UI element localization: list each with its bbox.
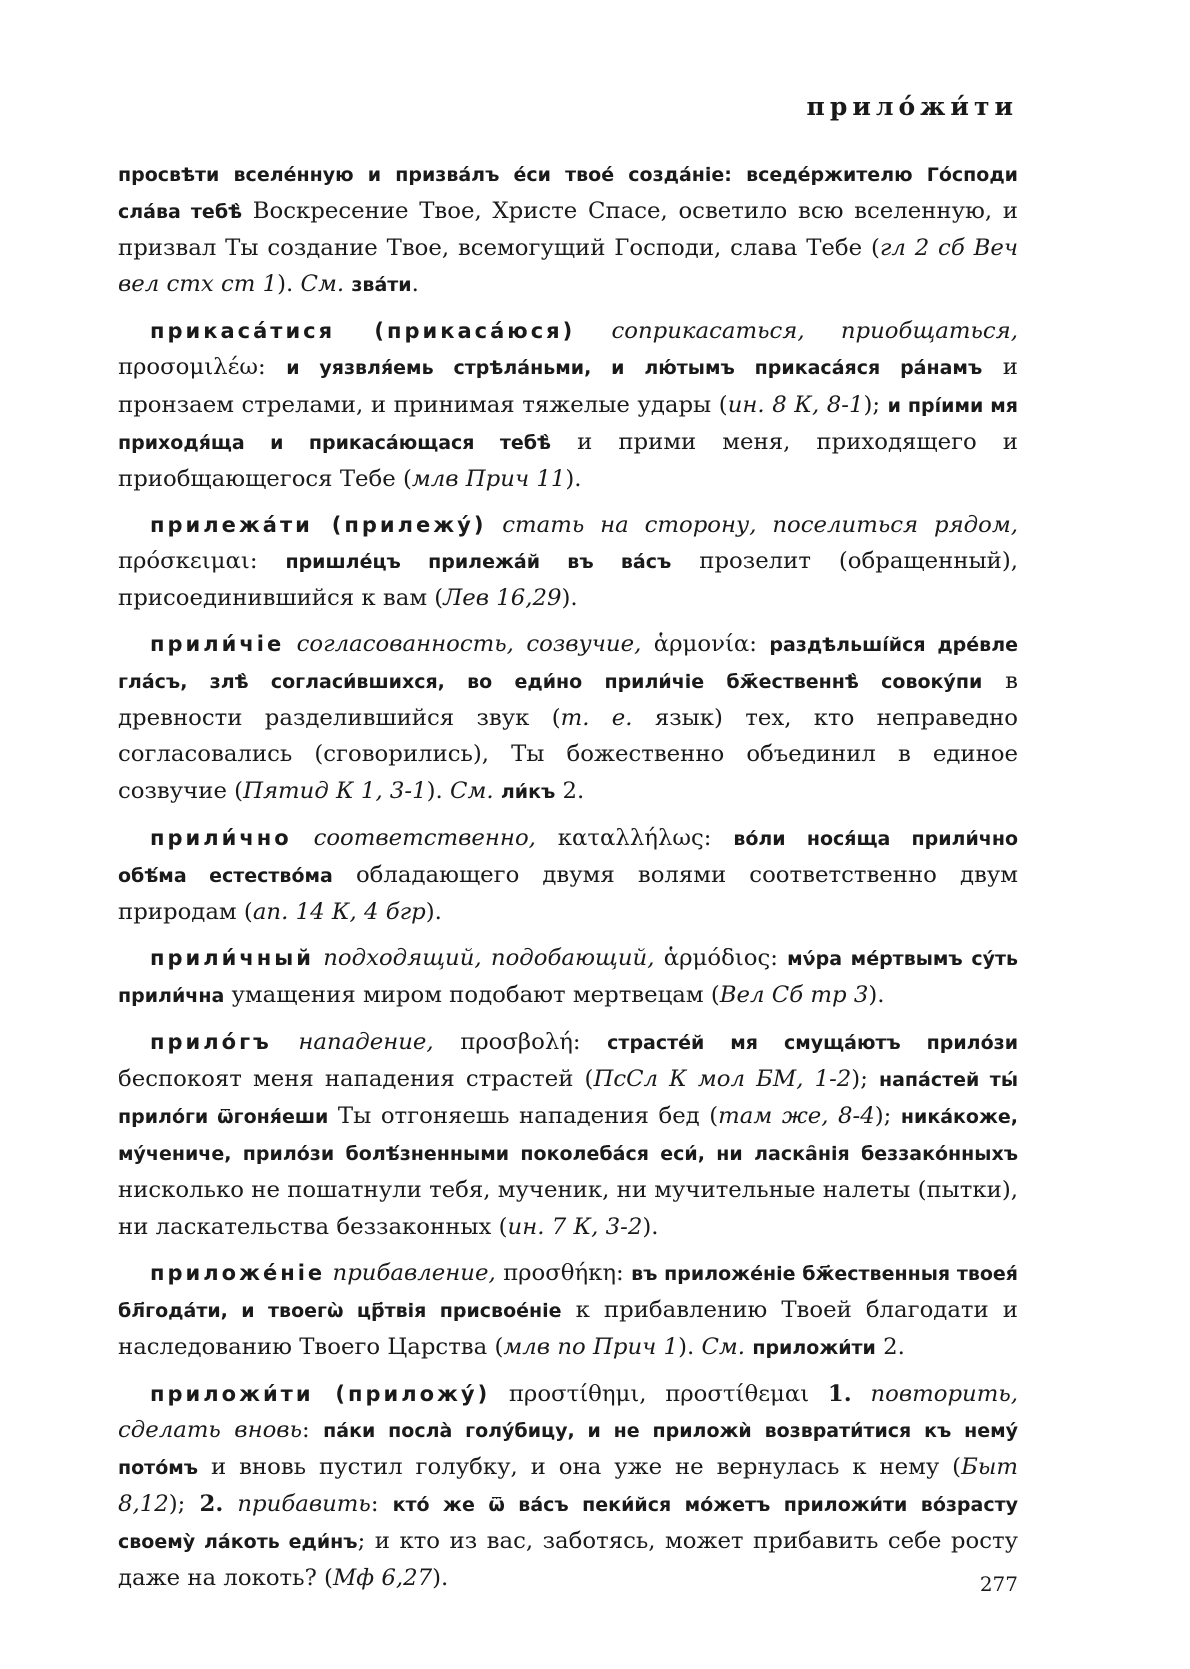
entry-text: в древности разделившийся звук ( <box>118 668 1018 732</box>
entry-text: ). <box>678 1333 702 1360</box>
entry-text <box>272 1029 299 1055</box>
headword: прило́гъ <box>150 1030 272 1055</box>
entry-text: ). <box>277 271 301 298</box>
entry-text: καταλλήλως: <box>535 824 734 851</box>
entry-text: ). <box>426 777 451 804</box>
entry-text: ἁρμόδιος: <box>654 944 788 971</box>
entry-text <box>223 1491 237 1517</box>
definition-italic: согласованность, созвучие, <box>296 631 642 658</box>
dictionary-entry <box>118 1376 1018 1597</box>
definition-italic: См. <box>300 271 345 298</box>
entry-text: ). <box>868 981 885 1008</box>
definition-italic: соприкасаться, приобщаться, <box>611 318 1018 345</box>
entry-text: προσβολή: <box>433 1029 608 1056</box>
entry-text: ). <box>565 465 582 492</box>
entry-text: и вновь пустил голубку, и она уже не вернулась к нему ( <box>198 1454 962 1481</box>
entry-text <box>494 778 501 804</box>
entry-text: ). <box>425 898 442 925</box>
definition-italic: соответственно, <box>313 824 536 851</box>
sense-number: 2. <box>199 1491 224 1518</box>
church-slavonic-quote: страсте́й мя смуща́ютъ прило́зи <box>607 1032 1019 1055</box>
entry-text: ; и кто из вас, заботясь, может прибавить себе росту даже на локоть? ( <box>118 1528 1018 1592</box>
definition-italic: Пятид К 1, 3-1 <box>243 777 427 804</box>
entry-text: прозелит (обращенный), присоединившийся к вам ( <box>118 547 1018 612</box>
church-slavonic-quote: во́ли нося́ща прили́чно обѣ́ма естество́ма <box>118 827 1019 887</box>
entry-text: προστίθημι, προστίθεμαι <box>490 1380 828 1407</box>
church-slavonic-quote: въ приложе́ніе бж҃ественныя твоея́ бл҃года́ти, и твоегѡ̀ цр҃твія присвое́ніе <box>118 1262 1019 1322</box>
church-slavonic-quote: напа́стей ты́ прило́ги ѿгоня́еши <box>118 1069 1018 1129</box>
definition-italic: т. е. <box>560 705 633 732</box>
church-slavonic-quote: и уязвля́емь стрѣла́ньми, и лю́тымъ прикаса́яся ра́намъ <box>286 357 983 380</box>
definition-italic: нападение, <box>298 1029 434 1056</box>
entry-text: ). <box>642 1213 659 1240</box>
church-slavonic-quote: мν́ра ме́ртвымъ су́ть прили́чна <box>118 947 1018 1007</box>
definition-italic: млв по Прич 1 <box>503 1333 679 1360</box>
definition-italic: См. <box>701 1333 746 1360</box>
dictionary-page <box>118 0 1018 1669</box>
definition-italic: ин. 8 К, 8-1 <box>727 391 864 418</box>
entry-text: ); <box>168 1491 200 1518</box>
definition-italic: подходящий, подобающий, <box>323 944 655 971</box>
church-slavonic-quote: приложи́ти <box>752 1336 876 1359</box>
entry-text: πρόσκειμαι: <box>118 547 286 574</box>
definition-italic: прибавление, <box>332 1259 496 1286</box>
entry-text <box>292 825 314 851</box>
page-number: 277 <box>979 1572 1018 1596</box>
entry-text: 2. <box>555 777 585 804</box>
entry-text <box>325 1260 332 1286</box>
church-slavonic-quote: зва́ти <box>351 274 412 297</box>
definition-italic: Мф 6,27 <box>332 1565 433 1592</box>
running-head: прило́жи́ти <box>806 92 1018 121</box>
dictionary-entry <box>118 820 1018 930</box>
entry-text <box>486 512 502 538</box>
entry-text: язык) тех, кто неправедно согласовались (сговорились), Ты божественно объединил в единое созвучие ( <box>118 705 1018 804</box>
headword: приложи́ти (приложу́) <box>150 1381 491 1406</box>
entry-text: обладающего двумя волями соответственно двум природам ( <box>118 861 1018 925</box>
definition-italic: Вел Сб тр 3 <box>719 981 869 1008</box>
entry-text: Воскресение Твое, Христе Спасе, осветило всю вселенную, и призвал Ты создание Твое, всемогущий Господи, слава Тебе ( <box>118 198 1019 262</box>
entry-text: ). <box>561 585 578 612</box>
headword: прили́чный <box>150 945 314 970</box>
definition-italic: там же, 8-4 <box>718 1103 875 1130</box>
entry-text: к прибавлению Твоей благодати и наследованию Твоего Царства ( <box>118 1296 1018 1360</box>
church-slavonic-quote: и прі́ими мя приходя́ща и прикаса́ющася тебѣ̀ <box>118 394 1018 454</box>
dictionary-entry <box>118 507 1018 616</box>
definition-italic: Лев 16,29 <box>443 585 562 612</box>
dictionary-entry <box>118 1255 1018 1366</box>
entry-text: нисколько не пошатнули тебя, мученик, ни мучительные налеты (пытки), ни ласкательства беззаконных ( <box>118 1177 1018 1240</box>
entry-text: 2. <box>875 1333 905 1360</box>
dictionary-entry <box>118 940 1018 1014</box>
entry-text <box>284 631 296 657</box>
entry-text: умащения миром подобают мертвецам ( <box>224 981 720 1008</box>
entry-text <box>575 318 611 344</box>
definition-italic: стать на сторону, поселиться рядом, <box>502 511 1018 538</box>
entry-text: ); <box>863 391 888 418</box>
church-slavonic-quote: просвѣти вселе́нную и призва́лъ е́си твое́ созда́ніе: вседе́ржителю Го́споди сла́ва тебѣ̀ <box>118 164 1018 224</box>
entries-body <box>118 156 1018 1606</box>
sense-number: 1. <box>827 1380 852 1407</box>
headword: прикаса́тися (прикаса́юся) <box>150 319 576 344</box>
entry-text: : <box>370 1491 393 1518</box>
entry-text: Ты отгоняешь нападения бед ( <box>328 1103 719 1130</box>
dictionary-entry <box>118 1024 1018 1245</box>
definition-italic: повторить, сделать вновь <box>118 1380 1019 1443</box>
headword: прили́чно <box>150 825 292 850</box>
entry-text: ); <box>874 1103 901 1130</box>
entry-text: и прими меня, приходящего и приобщающегося Тебе ( <box>118 428 1018 492</box>
entry-text: и пронзаем стрелами, и принимая тяжелые удары ( <box>118 354 1018 418</box>
entry-text: ). <box>432 1565 449 1592</box>
entry-text: προσθήκη: <box>495 1259 632 1286</box>
entry-text: : <box>302 1417 324 1443</box>
entry-text: προσομιλέω: <box>118 354 287 381</box>
dictionary-entry <box>118 626 1018 809</box>
entry-text: . <box>411 271 419 298</box>
entry-text: ἁρμονία: <box>641 631 770 658</box>
entry-text: ); <box>851 1066 879 1093</box>
dictionary-entry <box>118 313 1018 496</box>
definition-italic: ап. 14 К, 4 бгр <box>252 898 426 925</box>
church-slavonic-quote: кто́ же ѿ ва́съ пеки́йся мо́жетъ приложи́ти во́зрасту своему̀ ла́коть еди́нъ <box>118 1494 1018 1554</box>
dictionary-entry <box>118 156 1018 303</box>
definition-italic: Быт 8,12 <box>118 1454 1018 1518</box>
definition-italic: млв Прич 11 <box>411 465 566 492</box>
entry-text <box>314 945 323 971</box>
church-slavonic-quote: ника́коже, му́чениче, прило́зи болѣ́зненными поколеба́ся еси́, ни ласка̑нія беззако́нныхъ <box>118 1106 1018 1166</box>
church-slavonic-quote: ли́къ <box>500 780 556 803</box>
definition-italic: ин. 7 К, 3-2 <box>507 1213 643 1240</box>
definition-italic: гл 2 сб Веч вел стх ст 1 <box>118 235 1018 298</box>
headword: прили́чіе <box>150 632 285 657</box>
entry-text: беспокоят меня нападения страстей ( <box>118 1066 594 1093</box>
headword: приложе́ніе <box>150 1260 326 1285</box>
church-slavonic-quote: па́ки посла̀ голу́бицу, и не приложѝ возврати́тися къ нему́ пото́мъ <box>118 1420 1019 1480</box>
definition-italic: См. <box>450 777 494 804</box>
headword: прилежа́ти (прилежу́) <box>150 512 487 537</box>
entry-text <box>852 1381 871 1407</box>
definition-italic: прибавить <box>237 1491 371 1518</box>
church-slavonic-quote: пришле́цъ прилежа́й въ ва́съ <box>285 550 672 573</box>
church-slavonic-quote: раздѣльші́йся дре́вле гла́съ, злѣ̀ согласи́вшихся, во еди́но прили́чіе бж҃ественнѣ̀ совоку́пи <box>118 634 1018 694</box>
definition-italic: ПсСл К мол БМ, 1-2 <box>593 1066 852 1093</box>
